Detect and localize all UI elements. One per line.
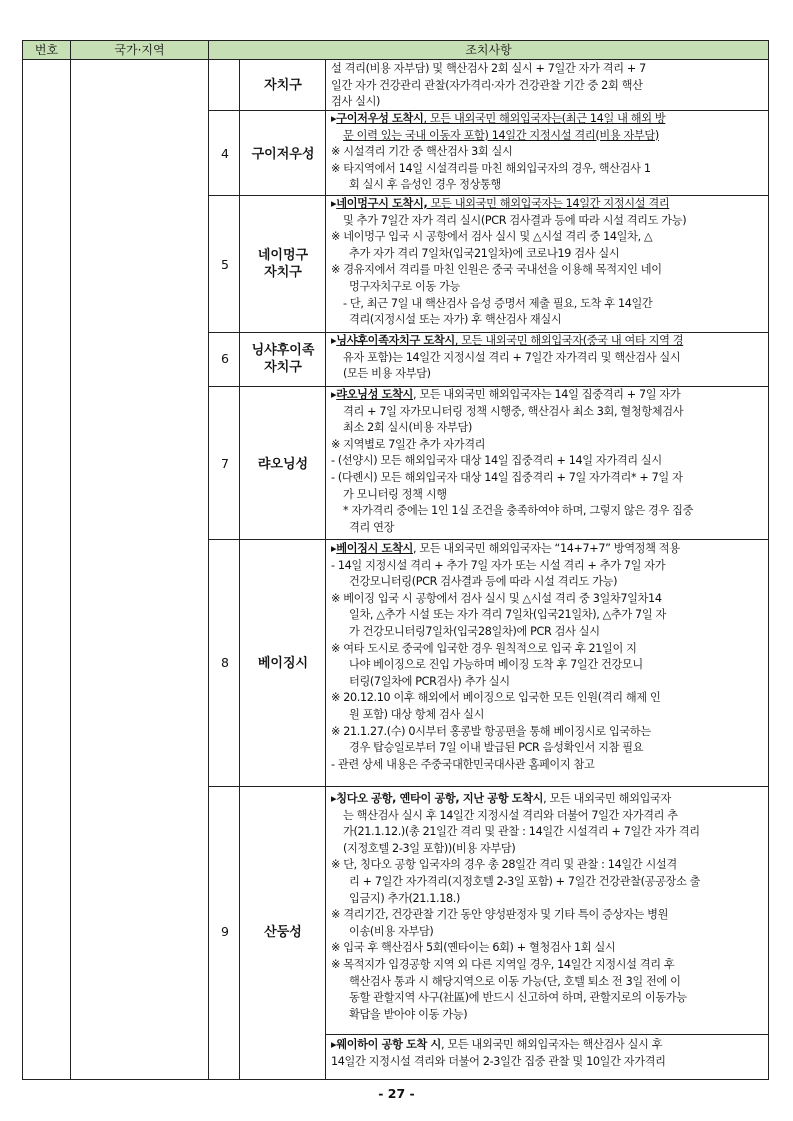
row-divider (208, 786, 768, 787)
lead-bold: 랴오닝성 도착시 (336, 388, 414, 401)
content-line: 격리 연장 (349, 520, 395, 534)
bullet-icon: ▸ (331, 1038, 337, 1051)
content-line: ※ 목적지가 입경공항 지역 외 다른 지역일 경우, 14일간 지정시설 격리 후 (331, 957, 675, 971)
content-line: 문 이력 있는 국내 이동자 포함) 14일간 지정시설 격리(비용 자부담) (343, 128, 659, 142)
region-line: 자치구 (264, 360, 302, 375)
lead-bold: 웨이하이 공항 도착 시 (336, 1038, 442, 1051)
table-header (23, 41, 768, 60)
header-number: 번호 (34, 43, 59, 57)
header-country: 국가·지역 (114, 43, 165, 57)
content-line: 동할 관할지역 사구(社區)에 반드시 신고하여 하며, 관할지로의 이동가능 (349, 991, 687, 1005)
bullet-icon: ▸ (331, 388, 337, 401)
lead-text: 모든 내외국민 해외입국자는 14일간 지정시설 격리 (427, 197, 670, 210)
column-divider (70, 41, 71, 1079)
bullet-icon: ▸ (331, 334, 337, 347)
content-line: ※ 베이징 입국 시 공항에서 검사 실시 및 △시설 격리 중 3일차7일차14 (331, 591, 662, 605)
content-line: 리 + 7일간 자가격리(지정호텔 2-3일 포함) + 7일간 건강관찰(공공장소 출 (349, 874, 701, 888)
content-line: 격리(지정시설 또는 자가) 후 핵산검사 재실시 (349, 313, 562, 327)
content-line: - (선양시) 모든 해외입국자 대상 14일 집중격리 + 14일 자가격리 실시 (331, 454, 662, 468)
content-line: 핵산검사 통과 시 해당지역으로 이동 가능(단, 호텔 퇴소 전 3일 전에 이 (349, 974, 681, 988)
bullet-icon: ▸ (331, 792, 337, 805)
region-line: 네이멍구 (257, 248, 309, 263)
content-line: ※ 격리기간, 건강관찰 기간 동안 양성판정자 및 기타 특이 증상자는 병원 (331, 908, 669, 922)
row-content (331, 196, 763, 329)
content-line: 및 추가 7일간 자가 격리 실시(PCR 검사결과 등에 따라 시설 격리도 가능) (343, 213, 687, 227)
content-line: 추가 자가 격리 7일차(입국21일차)에 코로나19 검사 실시 (349, 246, 620, 260)
row-content (331, 333, 763, 383)
content-line: 가 모니터링 정책 시행 (343, 487, 447, 501)
content-line: 검사 실시) (331, 95, 381, 109)
bullet-icon: ▸ (331, 112, 337, 125)
content-line: 유자 포함)는 14일간 지정시설 격리 + 7일간 자가격리 및 핵산검사 실시 (343, 350, 681, 364)
content-line: 원 포함) 대상 항체 검사 실시 (349, 707, 485, 721)
content-line: 설 격리(비용 자부담) 및 핵산검사 2회 실시 + 7일간 자가 격리 + 7 (331, 62, 646, 75)
lead-text: , 모든 내외국민 해외입국자(중국 내 여타 지역 경 (454, 334, 684, 347)
measures-table (22, 40, 769, 1080)
row-number: 6 (221, 351, 229, 366)
header-measures: 조치사항 (465, 43, 512, 57)
content-line: ※ 타지역에서 14일 시설격리를 마친 해외입국자의 경우, 핵산검사 1 (331, 161, 651, 175)
content-line: 일간 자가 건강관리 관찰(자가격리·자가 건강관찰 기간 중 2회 핵산 (331, 78, 643, 92)
content-line: ※ 경유지에서 격리를 마친 인원은 중국 국내선을 이용해 목적지인 네이 (331, 263, 662, 277)
content-line: * 자가격리 중에는 1인 1실 조건을 충족하여야 하며, 그렇지 않은 경우 집중 (343, 504, 694, 518)
content-line: 는 핵산검사 실시 후 14일간 지정시설 격리와 더불어 7일간 자가격리 추 (343, 808, 678, 822)
content-line: ※ 단, 칭다오 공항 입국자의 경우 총 28일간 격리 및 관찰 : 14일간 시설격 (331, 858, 677, 872)
bullet-icon: ▸ (331, 197, 337, 210)
content-line: 터링(7일차에 PCR검사) 추가 실시 (349, 674, 510, 688)
row-content (331, 387, 763, 536)
region-name (241, 247, 325, 281)
content-line: 14일간 지정시설 격리와 더불어 2-3일간 집중 관찰 및 10일간 자가격리 (331, 1054, 666, 1068)
lead-bold: 베이징시 도착시 (336, 542, 414, 555)
row-content (331, 61, 763, 111)
lead-bold: 구이저우성 도착시 (336, 112, 424, 125)
content-line: ※ 여타 도시로 중국에 입국한 경우 원칙적으로 입국 후 21일이 지 (331, 641, 637, 655)
lead-text: , 모든 내외국민 해외입국자 (543, 792, 671, 805)
content-line: 입금지) 추가(21.1.18.) (349, 891, 460, 905)
lead-bold: 칭다오 공항, 옌타이 공항, 지난 공항 도착시 (336, 792, 544, 805)
lead-text: , 모든 내외국민 해외입국자는 “14+7+7” 방역정책 적용 (413, 542, 680, 555)
lead-bold: 닝샤후이족자치구 도착시 (336, 334, 455, 347)
content-line: 회 실시 후 음성인 경우 정상통행 (349, 178, 501, 192)
region-name: 자치구 (264, 78, 302, 93)
bullet-icon: ▸ (331, 542, 337, 555)
lead-text: , 모든 내외국민 해외입국자는 14일 집중격리 + 7일 자가 (413, 388, 681, 401)
row-divider-inner (325, 1034, 768, 1035)
region-line: 닝샤후이족 (251, 343, 315, 358)
lead-text: , 모든 내외국민 해외입국자는(최근 14일 내 해외 방 (423, 112, 666, 125)
content-line: - (다롄시) 모든 해외입국자 대상 14일 집중격리 + 7일 자가격리* + 7일 자 (331, 470, 683, 484)
content-line: ※ 지역별로 7일간 추가 자가격리 (331, 437, 486, 451)
row-number: 7 (221, 456, 229, 471)
row-number: 9 (221, 924, 229, 939)
region-line: 자치구 (264, 265, 302, 280)
content-line: - 관련 상세 내용은 주중국대한민국대사관 홈페이지 참고 (331, 757, 595, 771)
region-name: 구이저우성 (251, 147, 315, 162)
page-number: - 27 - (378, 1086, 415, 1101)
content-line: ※ 20.12.10 이후 해외에서 베이징으로 입국한 모든 인원(격리 해제 인 (331, 691, 661, 705)
row-content (331, 1037, 763, 1070)
content-line: 일차, △추가 시설 또는 자가 격리 7일차(입국21일차), △추가 7일 자 (349, 608, 666, 622)
column-divider (208, 41, 209, 1079)
row-content (331, 791, 763, 1023)
row-number: 5 (221, 257, 229, 272)
content-line: 최소 2회 실시(비용 자부담) (343, 421, 472, 435)
content-line: 경우 탑승일로부터 7일 이내 발급된 PCR 음성확인서 지참 필요 (349, 741, 644, 755)
region-name: 산둥성 (264, 925, 302, 940)
content-line: ※ 네이멍구 입국 시 공항에서 검사 실시 및 △시설 격리 중 14일차, △ (331, 230, 653, 244)
region-name: 베이징시 (257, 656, 309, 671)
content-line: 이송(비용 자부담) (349, 924, 434, 938)
region-name (241, 342, 325, 376)
content-line: 격리 + 7일 자가모니터링 정책 시행중, 핵산검사 최소 3회, 혈청항체검사 (343, 404, 684, 418)
content-line: 가 건강모니터링7일차(입국28일차)에 PCR 검사 실시 (349, 624, 600, 638)
lead-bold: 네이멍구시 도착시, (336, 197, 428, 210)
region-name: 랴오닝성 (257, 457, 309, 472)
content-line: 나야 베이징으로 진입 가능하며 베이징 도착 후 7일간 건강모니 (349, 658, 643, 672)
row-number: 4 (221, 146, 229, 161)
row-content (331, 111, 763, 194)
content-line: ※ 입국 후 핵산검사 5회(옌타이는 6회) + 혈청검사 1회 실시 (331, 941, 616, 955)
content-line: 확답을 받아야 이동 가능) (349, 1007, 468, 1021)
content-line: (모든 비용 자부담) (343, 367, 431, 381)
content-line: 멍구자치구로 이동 가능 (349, 279, 460, 293)
row-divider (208, 539, 768, 540)
content-line: ※ 21.1.27.(수) 0시부터 홍콩발 항공편을 통해 베이징시로 입국하는 (331, 724, 651, 738)
row-number: 8 (221, 655, 229, 670)
content-line: 가(21.1.12.)(총 21일간 격리 및 관찰 : 14일간 시설격리 + 7일간 자가 격리 (343, 825, 700, 839)
content-line: ※ 시설격리 기간 중 핵산검사 3회 실시 (331, 145, 513, 159)
row-content (331, 541, 763, 773)
lead-text: , 모든 내외국민 해외입국자는 핵산검사 실시 후 (441, 1038, 663, 1051)
content-line: (지정호텔 2-3일 포함))(비용 자부담) (343, 841, 516, 855)
content-line: - 14일 지정시설 격리 + 추가 7일 자가 또는 시설 격리 + 추가 7일 자가 (331, 558, 666, 572)
column-divider (325, 60, 326, 1079)
content-line: - 단, 최근 7일 내 핵산검사 음성 증명서 제출 필요, 도착 후 14일간 (343, 296, 653, 310)
content-line: 건강모니터링(PCR 검사결과 등에 따라 시설 격리도 가능) (349, 575, 618, 589)
